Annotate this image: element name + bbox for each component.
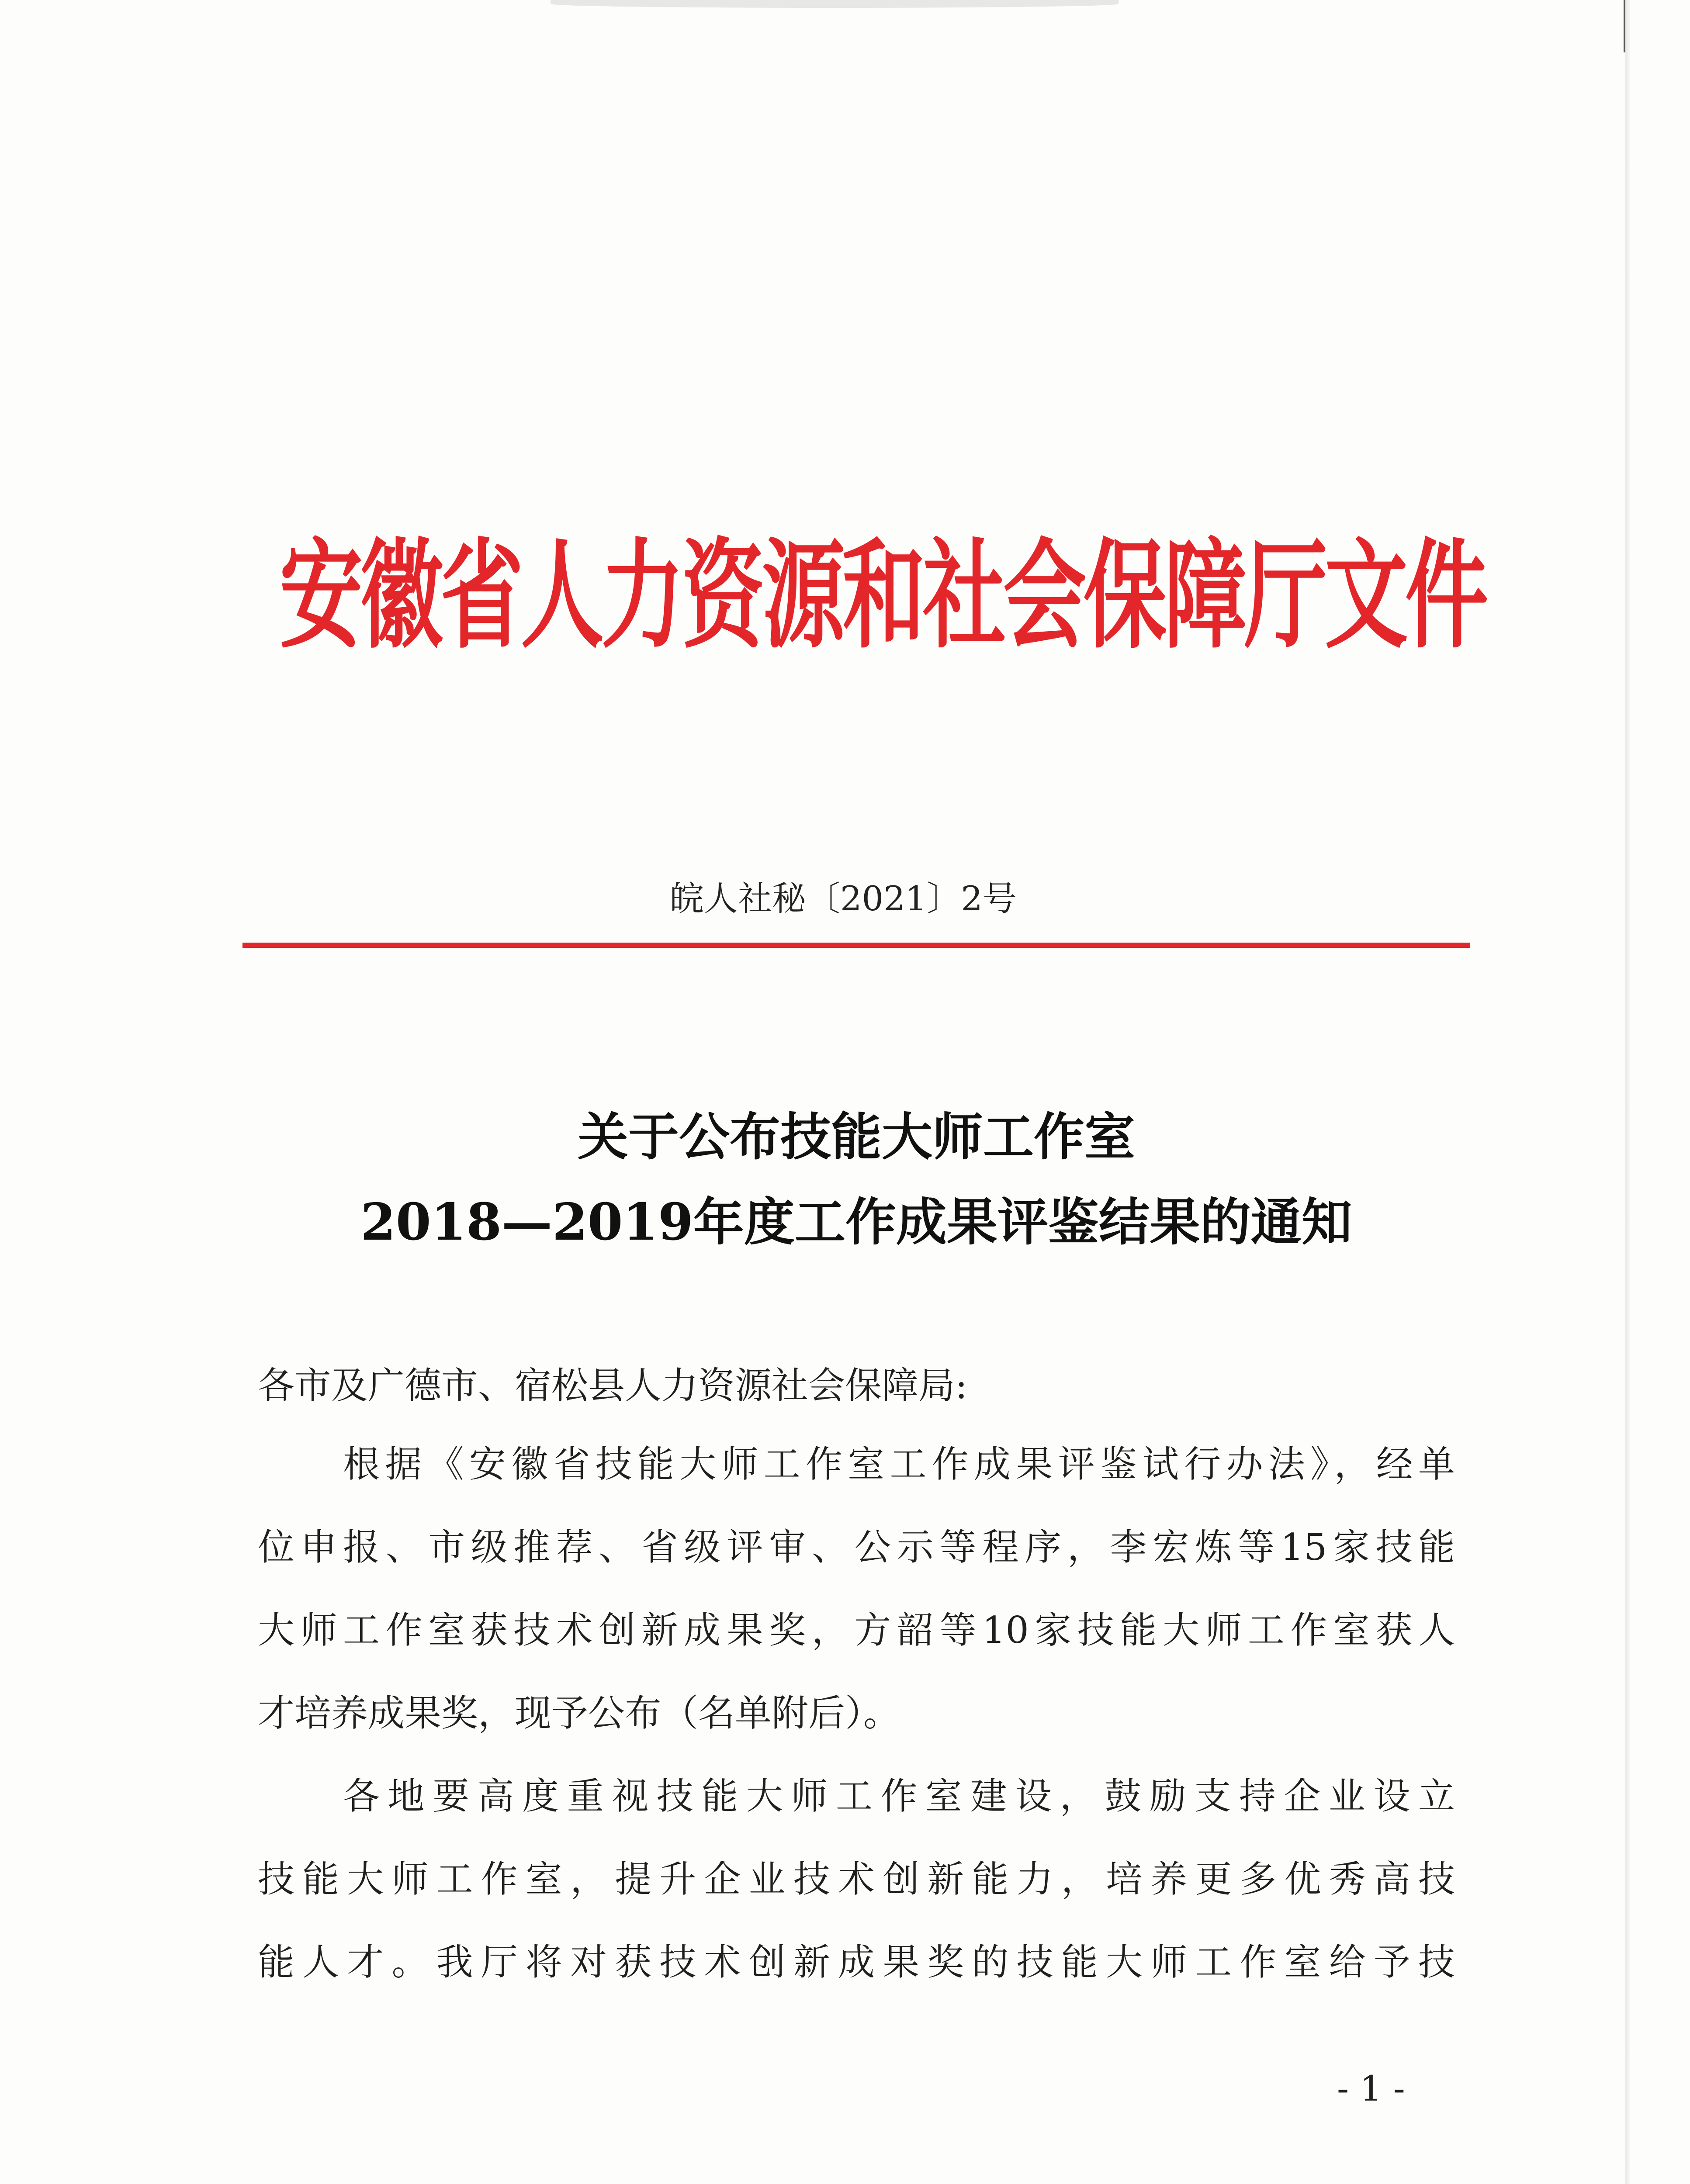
red-divider-line	[242, 943, 1470, 948]
document-masthead: 安徽省人力资源和社会保障厅文件	[280, 527, 1486, 665]
body-line: 才培养成果奖，现予公布（名单附后）。	[258, 1692, 900, 1735]
body-line: 大师工作室获技术创新成果奖，方韶等10家技能大师工作室获人	[258, 1609, 1455, 1652]
notice-title-line-2: 2018—2019年度工作成果评鉴结果的通知	[360, 1192, 1352, 1252]
body-line: 能人才。我厅将对获技术创新成果奖的技能大师工作室给予技	[258, 1941, 1455, 1984]
body-line: 各地要高度重视技能大师工作室建设，鼓励支持企业设立	[343, 1775, 1455, 1818]
salutation: 各市及广德市、宿松县人力资源社会保障局:	[258, 1364, 968, 1407]
body-line: 根据《安徽省技能大师工作室工作成果评鉴试行办法》，经单	[343, 1443, 1455, 1486]
page-number: - 1 -	[1337, 2068, 1405, 2109]
scan-page-edge	[1625, 0, 1630, 2184]
body-line: 技能大师工作室，提升企业技术创新能力，培养更多优秀高技	[258, 1858, 1455, 1901]
body-line: 位申报、市级推荐、省级评审、公示等程序，李宏炼等15家技能	[258, 1526, 1455, 1569]
scan-top-shadow	[551, 0, 1119, 8]
document-number: 皖人社秘〔2021〕2号	[669, 879, 1017, 919]
notice-title-line-1: 关于公布技能大师工作室	[578, 1107, 1135, 1167]
